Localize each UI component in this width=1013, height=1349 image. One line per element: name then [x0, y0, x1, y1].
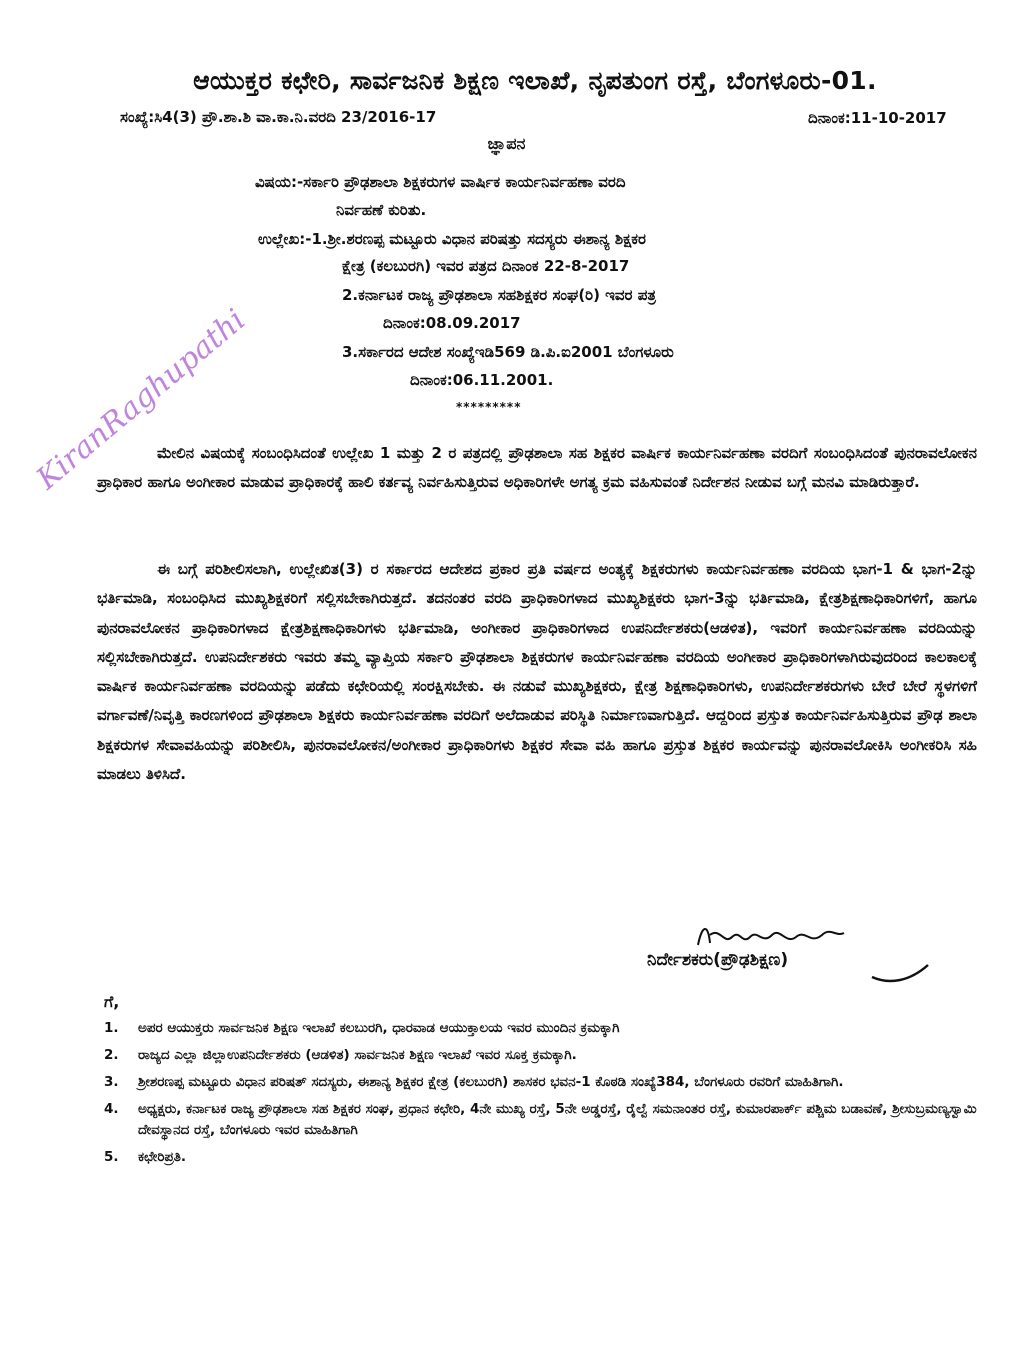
- reference-1-line-2: ಕ್ಷೇತ್ರ (ಕಲಬುರಗಿ) ಇವರ ಪತ್ರದ ದಿನಾಂಕ 22-8-2017: [342, 257, 630, 275]
- list-item: 5. ಕಛೇರಿಪ್ರತಿ.: [104, 1149, 186, 1165]
- signatory-designation: ನಿರ್ದೇಶಕರು(ಪ್ರೌಢಶಿಕ್ಷಣ): [647, 950, 789, 970]
- body-paragraph-1: ಮೇಲಿನ ವಿಷಯಕ್ಕೆ ಸಂಬಂಧಿಸಿದಂತೆ ಉಲ್ಲೇಖ 1 ಮತ್ತು 2 ರ ಪತ್ರದಲ್ಲಿ ಪ್ರೌಢಶಾಲಾ ಸಹ ಶಿಕ್ಷಕರ ವಾರ್ಷಿಕ ಕಾರ್ಯನಿರ್ವಹಣಾ ವರದಿಗೆ ಸಂಬಂಧಿಸಿದಂತೆ ಪುನರಾವಲೋಕನ ಪ್ರಾಧಿಕಾರ ಹಾಗೂ ಅಂಗೀಕಾರ ಮಾಡುವ ಪ್ರಾಧಿಕಾರಕ್ಕೆ ಹಾಲಿ ಕರ್ತವ್ಯ ನಿರ್ವಹಿಸುತ್ತಿರುವ ಅಧಿಕಾರಿಗಳೇ ಅಗತ್ಯ ಕ್ರಮ ವಹಿಸುವಂತೆ ನಿರ್ದೇಶನ ನೀಡುವ ಬಗ್ಗೆ ಮನವಿ ಮಾಡಿರುತ್ತಾರೆ.: [97, 444, 977, 492]
- signature-scribble: [690, 915, 850, 955]
- list-item: 4. ಅಧ್ಯಕ್ಷರು, ಕರ್ನಾಟಕ ರಾಜ್ಯ ಪ್ರೌಢಶಾಲಾ ಸಹ ಶಿಕ್ಷಕರ ಸಂಘ, ಪ್ರಧಾನ ಕಛೇರಿ, 4ನೇ ಮುಖ್ಯ ರಸ್ತೆ, 5ನೇ ಅಡ್ಡರಸ್ತೆ, ರೈಲ್ವೆ ಸಮನಾಂತರ ರಸ್ತೆ, ಕುಮಾರಪಾರ್ಕ್ ಪಶ್ಚಿಮ ಬಡಾವಣೆ, ಶ್ರೀಸುಬ್ರಮಣ್ಯಸ್ವಾಮಿ ದೇವಸ್ಥಾನದ ರಸ್ತೆ, ಬೆಂಗಳೂರು ಇವರ ಮಾಹಿತಿಗಾಗಿ: [104, 1101, 977, 1138]
- recipients-list: [100, 1018, 980, 1174]
- reference-number: ಸಂಖ್ಯೆ:ಸಿ4(3) ಪ್ರೌ.ಶಾ.ಶಿ ವಾ.ಕಾ.ನಿ.ವರದಿ 23/2016-17: [120, 108, 437, 126]
- watermark: KiranRaghupathi: [30, 302, 253, 497]
- document-date: ದಿನಾಂಕ:11-10-2017: [808, 109, 947, 127]
- reference-3-line-2: ದಿನಾಂಕ:06.11.2001.: [410, 371, 554, 389]
- signature-flourish: [870, 955, 930, 985]
- subject-line-2: ನಿರ್ವಹಣೆ ಕುರಿತು.: [336, 201, 427, 219]
- reference-2-line-2: ದಿನಾಂಕ:08.09.2017: [383, 314, 521, 332]
- list-item: 1. ಅಪರ ಆಯುಕ್ತರು ಸಾರ್ವಜನಿಕ ಶಿಕ್ಷಣ ಇಲಾಖೆ ಕಲಬುರಗಿ, ಧಾರವಾಡ ಆಯುಕ್ತಾಲಯ ಇವರ ಮುಂದಿನ ಕ್ರಮಕ್ಕಾಗಿ: [104, 1020, 620, 1036]
- reference-2-line-1: 2.ಕರ್ನಾಟಕ ರಾಜ್ಯ ಪ್ರೌಢಶಾಲಾ ಸಹಶಿಕ್ಷಕರ ಸಂಘ(ರಿ) ಇವರ ಪತ್ರ: [342, 286, 656, 304]
- list-item: 2. ರಾಜ್ಯದ ಎಲ್ಲಾ ಜಿಲ್ಲಾಉಪನಿರ್ದೇಶಕರು (ಆಡಳಿತ) ಸಾರ್ವಜನಿಕ ಶಿಕ್ಷಣ ಇಲಾಖೆ ಇವರ ಸೂಕ್ತ ಕ್ರಮಕ್ಕಾಗಿ.: [104, 1047, 577, 1063]
- body-paragraph-2: ಈ ಬಗ್ಗೆ ಪರಿಶೀಲಿಸಲಾಗಿ, ಉಲ್ಲೇಖಿತ(3) ರ ಸರ್ಕಾರದ ಆದೇಶದ ಪ್ರಕಾರ ಪ್ರತಿ ವರ್ಷದ ಅಂತ್ಯಕ್ಕೆ ಶಿಕ್ಷಕರುಗಳು ಕಾರ್ಯನಿರ್ವಹಣಾ ವರದಿಯ ಭಾಗ-1 & ಭಾಗ-2ನ್ನು ಭರ್ತಿಮಾಡಿ, ಸಂಬಂಧಿಸಿದ ಮುಖ್ಯಶಿಕ್ಷಕರಿಗೆ ಸಲ್ಲಿಸಬೇಕಾಗಿರುತ್ತದೆ. ತದನಂತರ ವರದಿ ಪ್ರಾಧಿಕಾರಿಗಳಾದ ಮುಖ್ಯಶಿಕ್ಷಕರು ಭಾಗ-3ನ್ನು ಭರ್ತಿಮಾಡಿ, ಕ್ಷೇತ್ರಶಿಕ್ಷಣಾಧಿಕಾರಿಗಳಿಗೆ, ಹಾಗೂ ಪುನರಾವಲೋಕನ ಪ್ರಾಧಿಕಾರಿಗಳಾದ ಕ್ಷೇತ್ರಶಿಕ್ಷಣಾಧಿಕಾರಿಗಳು ಭರ್ತಿಮಾಡಿ, ಅಂಗೀಕಾರ ಪ್ರಾಧಿಕಾರಿಗಳಾದ ಉಪನಿರ್ದೇಶಕರು(ಆಡಳಿತ), ಇವರಿಗೆ ಕಾರ್ಯನಿರ್ವಹಣಾ ವರದಿಯನ್ನು ಸಲ್ಲಿಸಬೇಕಾಗಿರುತ್ತದೆ. ಉಪನಿರ್ದೇಶಕರು ಇವರು ತಮ್ಮ ವ್ಯಾಪ್ತಿಯ ಸರ್ಕಾರಿ ಪ್ರೌಢಶಾಲಾ ಶಿಕ್ಷಕರುಗಳ ಕಾರ್ಯನಿರ್ವಹಣಾ ವರದಿಯ ಅಂಗೀಕಾರ ಪ್ರಾಧಿಕಾರಿಗಳಾಗಿರುವುದರಿಂದ ಕಾಲಕಾಲಕ್ಕೆ ವಾರ್ಷಿಕ ಕಾರ್ಯನಿರ್ವಹಣಾ ವರದಿಯನ್ನು ಪಡೆದು ಕಛೇರಿಯಲ್ಲಿ ಸಂರಕ್ಷಿಸಬೇಕು. ಈ ನಡುವೆ ಮುಖ್ಯಶಿಕ್ಷಕರು, ಕ್ಷೇತ್ರ ಶಿಕ್ಷಣಾಧಿಕಾರಿಗಳು, ಉಪನಿರ್ದೇಶಕರುಗಳು ಬೇರೆ ಬೇರೆ ಸ್ಥಳಗಳಿಗೆ ವರ್ಗಾವಣೆ/ನಿವೃತ್ತಿ ಕಾರಣಗಳಿಂದ ಪ್ರೌಢಶಾಲಾ ಶಿಕ್ಷಕರು ಕಾರ್ಯನಿರ್ವಹಣಾ ವರದಿಗೆ ಅಲೆದಾಡುವ ಪರಿಸ್ಥಿತಿ ನಿರ್ಮಾಣವಾಗುತ್ತಿದೆ. ಆದ್ದರಿಂದ ಪ್ರಸ್ತುತ ಕಾರ್ಯನಿರ್ವಹಿಸುತ್ತಿರುವ ಪ್ರೌಢ ಶಾಲಾ ಶಿಕ್ಷಕರುಗಳ ಸೇವಾವಹಿಯನ್ನು ಪರಿಶೀಲಿಸಿ, ಪುನರಾವಲೋಕನ/ಅಂಗೀಕಾರ ಪ್ರಾಧಿಕಾರಿಗಳು ಶಿಕ್ಷಕರ ಸೇವಾ ವಹಿ ಹಾಗೂ ಪ್ರಸ್ತುತ ಶಿಕ್ಷಕರ ಕಾರ್ಯವನ್ನು ಪುನರಾವಲೋಕಿಸಿ ಅಂಗೀಕರಿಸಿ ಸಹಿ ಮಾಡಲು ತಿಳಿಸಿದೆ.: [97, 560, 977, 784]
- memo-label: ಜ್ಞಾಪನ: [487, 134, 526, 153]
- list-item: 3. ಶ್ರೀಶರಣಪ್ಪ ಮಟ್ಟೂರು ವಿಧಾನ ಪರಿಷತ್ ಸದಸ್ಯರು, ಈಶಾನ್ಯ ಶಿಕ್ಷಕರ ಕ್ಷೇತ್ರ (ಕಲಬುರಗಿ) ಶಾಸಕರ ಭವನ-1 ಕೊಠಡಿ ಸಂಖ್ಯೆ384, ಬೆಂಗಳೂರು ರವರಿಗೆ ಮಾಹಿತಿಗಾಗಿ.: [104, 1074, 844, 1090]
- subject-line-1: ವಿಷಯ:-ಸರ್ಕಾರಿ ಪ್ರೌಢಶಾಲಾ ಶಿಕ್ಷಕರುಗಳ ವಾರ್ಷಿಕ ಕಾರ್ಯನಿರ್ವಹಣಾ ವರದಿ: [255, 173, 626, 191]
- reference-3-line-1: 3.ಸರ್ಕಾರದ ಆದೇಶ ಸಂಖ್ಯೆಇಡಿ569 ಡಿ.ಪಿ.ಐ2001 ಬೆಂಗಳೂರು: [342, 343, 674, 361]
- separator: *********: [456, 400, 522, 414]
- office-title: ಆಯುಕ್ತರ ಕಛೇರಿ, ಸಾರ್ವಜನಿಕ ಶಿಕ್ಷಣ ಇಲಾಖೆ, ನೃಪತುಂಗ ರಸ್ತೆ, ಬೆಂಗಳೂರು-01.: [193, 66, 877, 95]
- recipients-label: ಗೆ,: [104, 992, 120, 1011]
- reference-1-line-1: ಉಲ್ಲೇಖ:-1.ಶ್ರೀ.ಶರಣಪ್ಪ ಮಟ್ಟೂರು ವಿಧಾನ ಪರಿಷತ್ತು ಸದಸ್ಯರು ಈಶಾನ್ಯ ಶಿಕ್ಷಕರ: [258, 230, 646, 248]
